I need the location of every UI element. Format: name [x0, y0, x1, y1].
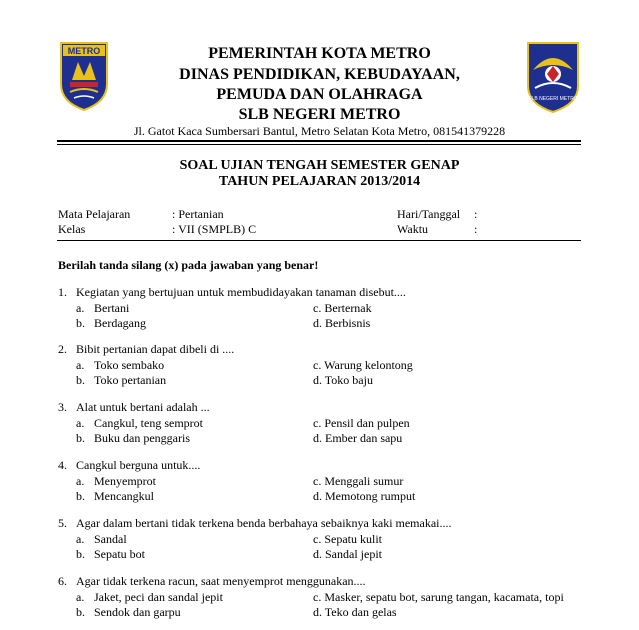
- question-text: Agar tidak terkena racun, saat menyemprot menggunakan....: [76, 574, 366, 588]
- question-number: 6.: [58, 574, 67, 588]
- option-c[interactable]: c. Pensil dan pulpen: [313, 416, 410, 430]
- header-divider-thin: [57, 144, 581, 145]
- option-d[interactable]: d. Sandal jepit: [313, 547, 382, 561]
- exam-title: SOAL UJIAN TENGAH SEMESTER GENAP: [179, 158, 460, 173]
- question-text: Alat untuk bertani adalah ...: [76, 400, 210, 414]
- question-number: 5.: [58, 516, 67, 530]
- subject-value: : Pertanian: [172, 207, 224, 221]
- header-line-2: DINAS PENDIDIKAN, KEBUDAYAAN,: [179, 66, 460, 83]
- instruction: Berilah tanda silang (x) pada jawaban yang benar!: [58, 258, 319, 272]
- option-d[interactable]: d. Teko dan gelas: [313, 605, 397, 619]
- question-text: Kegiatan yang bertujuan untuk membudidayakan tanaman disebut....: [76, 285, 406, 299]
- header-line-3: PEMUDA DAN OLAHRAGA: [216, 86, 423, 103]
- academic-year: TAHUN PELAJARAN 2013/2014: [218, 174, 421, 189]
- class-value: : VII (SMPLB) C: [172, 222, 257, 236]
- class-label: Kelas: [58, 222, 86, 236]
- question-number: 3.: [58, 400, 67, 414]
- time-label: Waktu: [397, 222, 429, 236]
- subject-label: Mata Pelajaran: [58, 207, 131, 221]
- date-label: Hari/Tanggal: [397, 207, 461, 221]
- question-number: 2.: [58, 342, 67, 356]
- svg-text:METRO: METRO: [67, 46, 101, 56]
- date-value: :: [474, 207, 478, 221]
- option-d[interactable]: d. Berbisnis: [313, 316, 371, 330]
- option-c[interactable]: c. Masker, sepatu bot, sarung tangan, kacamata, topi: [313, 590, 564, 604]
- option-d[interactable]: d. Ember dan sapu: [313, 431, 403, 445]
- header-address: Jl. Gatot Kaca Sumbersari Bantul, Metro Selatan Kota Metro, 081541379228: [133, 124, 506, 138]
- option-d[interactable]: d. Toko baju: [313, 373, 373, 387]
- info-divider: [57, 240, 581, 241]
- question-text: Agar dalam bertani tidak terkena benda berbahaya sebaiknya kaki memakai....: [76, 516, 452, 530]
- question-text: Bibit pertanian dapat dibeli di ....: [76, 342, 235, 356]
- header-divider: [57, 140, 581, 142]
- question-number: 1.: [58, 285, 67, 299]
- header-line-4: SLB NEGERI METRO: [238, 106, 401, 123]
- option-d[interactable]: d. Memotong rumput: [313, 489, 416, 503]
- question-text: Cangkul berguna untuk....: [76, 458, 201, 472]
- option-c[interactable]: c. Sepatu kulit: [313, 532, 382, 546]
- option-c[interactable]: c. Warung kelontong: [313, 358, 413, 372]
- time-value: :: [474, 222, 478, 236]
- option-c[interactable]: c. Menggali sumur: [313, 474, 404, 488]
- header-line-1: PEMERINTAH KOTA METRO: [208, 45, 431, 62]
- svg-text:SLB NEGERI METRO: SLB NEGERI METRO: [528, 96, 578, 102]
- question-number: 4.: [58, 458, 67, 472]
- option-c[interactable]: c. Berternak: [313, 301, 372, 315]
